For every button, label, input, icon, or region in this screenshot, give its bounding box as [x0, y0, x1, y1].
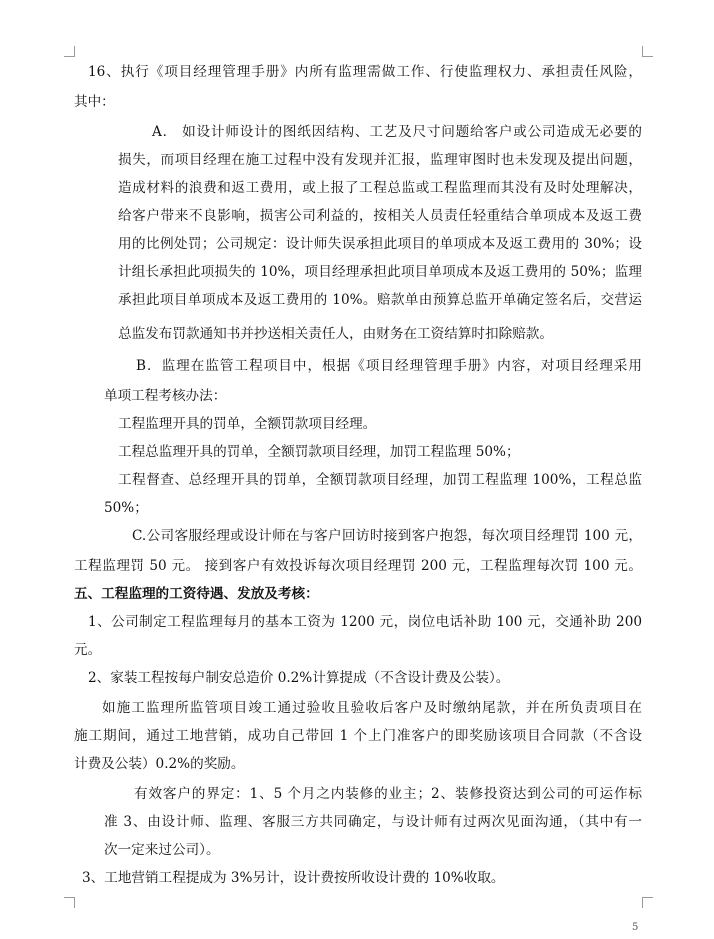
paragraph-line: 工程总监理开具的罚单，全额罚款项目经理，加罚工程监理 50%； [118, 444, 520, 460]
page-number: 5 [632, 922, 639, 933]
corner-mark-bottom-right [642, 897, 653, 908]
paragraph-line: 损失，而项目经理在施工过程中没有发现并汇报，监理审图时也未发现及提出问题， [118, 152, 642, 168]
paragraph-line: 16、执行《项目经理管理手册》内所有监理需做工作、行使监理权力、承担责任风险， [88, 64, 642, 80]
paragraph-line: C.公司客服经理或设计师在与客户回访时接到客户抱怨，每次项目经理罚 100 元， [132, 528, 642, 544]
paragraph-line: 准 3、由设计师、监理、客服三方共同确定，与设计师有过两次见面沟通，（其中有一 [104, 814, 642, 830]
paragraph-line: 计组长承担此项损失的 10%，项目经理承担此项目单项成本及返工费用的 50%；监理 [118, 264, 642, 280]
corner-mark-bottom-left [64, 897, 75, 908]
paragraph-line: 工程督查、总经理开具的罚单，全额罚款项目经理，加罚工程监理 100%，工程总监 [118, 472, 642, 488]
paragraph-line: 计费及公装）0.2%的奖励。 [74, 756, 245, 772]
paragraph-line: 工程监理开具的罚单，全额罚款项目经理。 [118, 416, 377, 432]
paragraph-line: 元。 [74, 642, 102, 658]
paragraph-line: B．监理在监管工程项目中，根据《项目经理管理手册》内容，对项目经理采用 [136, 358, 642, 374]
paragraph-line: 用的比例处罚；公司规定：设计师失误承担此项目的单项成本及返工费用的 30%；设 [118, 236, 642, 252]
section-heading: 五、工程监理的工资待遇、发放及考核： [74, 586, 319, 602]
corner-mark-top-right [642, 46, 653, 57]
paragraph-line: 工程监理罚 50 元。 接到客户有效投诉每次项目经理罚 200 元，工程监理每次罚 100 元。 [74, 558, 642, 574]
paragraph-line: 1、公司制定工程监理每月的基本工资为 1200 元，岗位电话补助 100 元，交通补助 200 [88, 614, 642, 630]
paragraph-line: 有效客户的界定：1、5 个月之内装修的业主；2、装修投资达到公司的可运作标 [134, 786, 642, 802]
paragraph-line: 50%； [104, 500, 148, 516]
corner-mark-top-left [64, 46, 75, 57]
paragraph-line: 造成材料的浪费和返工费用，或上报了工程总监或工程监理而其没有及时处理解决， [118, 180, 642, 196]
paragraph-line: 3、工地营销工程提成为 3%另计，设计费按所收设计费的 10%收取。 [82, 870, 505, 886]
paragraph-line: 给客户带来不良影响，损害公司利益的，按相关人员责任轻重结合单项成本及返工费 [118, 208, 642, 224]
paragraph-line: 2、家装工程按每户制安总造价 0.2%计算提成（不含设计费及公装）。 [88, 670, 510, 686]
paragraph-line: 其中： [74, 94, 115, 110]
paragraph-line: A． 如设计师设计的图纸因结构、工艺及尺寸问题给客户或公司造成无必要的 [152, 124, 642, 140]
paragraph-line: 次一定来过公司）。 [104, 842, 220, 858]
paragraph-line: 单项工程考核办法： [104, 388, 227, 404]
paragraph-line: 施工期间，通过工地营销，成功自己带回 1 个上门准客户的即奖励该项目合同款（不含设 [74, 728, 642, 744]
paragraph-line: 总监发布罚款通知书并抄送相关责任人，由财务在工资结算时扣除赔款。 [118, 326, 553, 342]
paragraph-line: 如施工监理所监管项目竣工通过验收且验收后客户及时缴纳尾款，并在所负责项目在 [102, 700, 642, 716]
paragraph-line: 承担此项目单项成本及返工费用的 10%。赔款单由预算总监开单确定签名后，交营运 [118, 292, 642, 308]
